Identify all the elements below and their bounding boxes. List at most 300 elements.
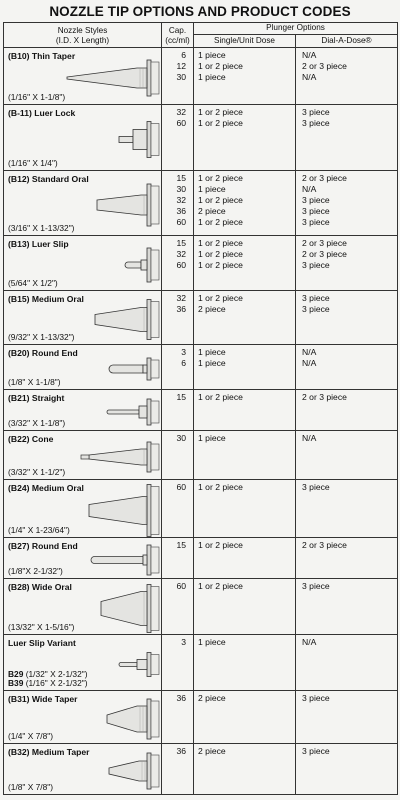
single-dose-cell [194,105,296,171]
single-dose-value: 1 or 2 piece [198,217,243,227]
capacity-cell [162,291,194,345]
table-row [4,291,398,345]
table-row [4,105,398,171]
nozzle-tip [81,455,89,459]
single-dose-cell [194,236,296,291]
nozzle-body [89,449,147,465]
capacity-unit: (cc/ml) [165,36,190,45]
nozzle-tip [107,410,139,414]
capacity-cell-list [162,538,193,551]
dial-a-dose-cell-list [296,691,397,704]
dial-a-dose-cell-list [296,579,397,592]
nozzle-dimensions: (1/4" X 1-23/64") [8,525,70,535]
single-dose-value: 1 piece [198,184,226,194]
single-dose-cell [194,635,296,691]
nozzle-hub [151,755,159,787]
nozzle-illustration [51,744,161,794]
dial-a-dose-cell-list [296,171,397,228]
nozzle-name: (B-11) Luer Lock [8,108,76,118]
nozzle-flange [147,122,151,158]
capacity-value: 60 [176,217,186,227]
capacity-label: Cap. [168,26,187,35]
nozzle-styles-label: Nozzle Styles [57,26,108,35]
single-dose-cell [194,431,296,480]
capacity-cell-list [162,105,193,129]
nozzle-shape [119,653,159,677]
dial-a-dose-cell-list [296,431,397,444]
nozzle-flange [147,585,151,633]
nozzle-hub [151,250,159,280]
nozzle-tip [125,262,141,268]
table-row [4,635,398,691]
nozzle-body [67,68,147,88]
single-dose-cell-list [194,744,295,757]
nozzle-dimensions: (3/32" X 1-1/8") [8,418,66,428]
variant-code: B39 [8,678,24,688]
dial-a-dose-cell-list [296,635,397,648]
capacity-cell-list [162,291,193,315]
nozzle-body [143,555,147,565]
nozzle-flange [147,545,151,575]
dial-a-dose-value: N/A [302,347,317,357]
dial-a-dose-cell [296,691,398,744]
dial-a-dose-cell-list [296,236,397,271]
capacity-cell-list [162,480,193,493]
nozzle-dimensions: (9/32" X 1-13/32") [8,332,75,342]
nozzle-style-cell [4,480,162,538]
nozzle-cell-content [4,236,161,290]
nozzle-illustration [51,48,161,104]
nozzle-hub [151,701,159,737]
single-dose-cell [194,390,296,431]
nozzle-cell-content [4,390,161,430]
single-dose-cell-list [194,431,295,444]
single-dose-value: 1 or 2 piece [198,482,243,492]
dial-a-dose-value: 2 or 3 piece [302,392,347,402]
dial-a-dose-value: 2 or 3 piece [302,61,347,71]
nozzle-flange [147,358,151,380]
dial-a-dose-cell [296,744,398,795]
nozzle-hub [151,587,159,631]
dial-a-dose-value: N/A [302,72,317,82]
nozzle-dimensions: (3/32" X 1-1/2") [8,467,66,477]
single-dose-cell [194,48,296,105]
nozzle-name: (B12) Standard Oral [8,174,89,184]
dial-a-dose-cell [296,480,398,538]
nozzle-hub [151,401,159,423]
capacity-cell-list [162,635,193,648]
capacity-value: 30 [176,72,186,82]
capacity-cell [162,744,194,795]
dial-a-dose-value: 3 piece [302,260,330,270]
nozzle-name: (B24) Medium Oral [8,483,84,493]
nozzle-style-cell [4,538,162,579]
dial-a-dose-cell [296,171,398,236]
single-dose-cell-list [194,691,295,704]
single-dose-cell [194,744,296,795]
single-dose-value: 2 piece [198,304,226,314]
dial-a-dose-value: 3 piece [302,304,330,314]
nozzle-dimensions: (1/8" X 7/8") [8,782,54,792]
dial-a-dose-cell [296,635,398,691]
nozzle-style-cell [4,691,162,744]
nozzle-style-cell [4,171,162,236]
nozzle-hub [151,547,159,573]
dial-a-dose-cell [296,291,398,345]
nozzle-flange [147,399,151,425]
capacity-cell [162,48,194,105]
single-dose-cell [194,691,296,744]
capacity-value: 60 [176,260,186,270]
nozzle-cell-content [4,431,161,479]
capacity-cell [162,390,194,431]
dial-a-dose-cell-list [296,480,397,493]
nozzle-flange [147,653,151,677]
single-dose-value: 1 piece [198,72,226,82]
dial-a-dose-value: N/A [302,358,317,368]
capacity-value: 32 [176,249,186,259]
nozzle-dimensions: (3/16" X 1-13/32") [8,223,75,233]
single-dose-value: 1 or 2 piece [198,540,243,550]
single-dose-cell-list [194,390,295,403]
nozzle-style-cell [4,635,162,691]
capacity-cell-list [162,345,193,369]
capacity-value: 36 [176,206,186,216]
single-dose-value: 2 piece [198,693,226,703]
nozzle-cell-content [4,48,161,104]
single-dose-value: 1 or 2 piece [198,61,243,71]
nozzle-illustration [51,538,161,578]
capacity-value: 36 [176,693,186,703]
dial-a-dose-value: 3 piece [302,581,330,591]
nozzle-body [97,195,147,215]
nozzle-shape [109,753,159,789]
single-dose-cell-list [194,48,295,83]
single-dose-value: 1 or 2 piece [198,173,243,183]
nozzle-table [3,22,398,795]
single-dose-cell-list [194,635,295,648]
nozzle-dimensions: (1/16" X 1-1/8") [8,92,66,102]
dial-a-dose-value: 2 or 3 piece [302,173,347,183]
nozzle-illustration [51,431,161,479]
nozzle-body [133,130,147,150]
nozzle-style-cell [4,345,162,390]
nozzle-name: Luer Slip Variant [8,638,76,648]
table-row [4,431,398,480]
dial-a-dose-cell-list [296,744,397,757]
capacity-value: 15 [176,173,186,183]
dial-a-dose-value: 2 or 3 piece [302,540,347,550]
single-dose-cell-list [194,480,295,493]
single-dose-value: 1 piece [198,433,226,443]
capacity-value: 32 [176,107,186,117]
single-dose-cell-list [194,236,295,271]
single-dose-cell-list [194,171,295,228]
nozzle-shape [109,358,159,380]
nozzle-hub [151,487,159,535]
nozzle-illustration [51,390,161,430]
nozzle-flange [147,184,151,226]
nozzle-style-cell [4,105,162,171]
single-dose-value: 1 or 2 piece [198,107,243,117]
nozzle-name: (B10) Thin Taper [8,51,76,61]
nozzle-tip [109,365,143,373]
nozzle-shape [95,300,159,340]
nozzle-cell-content [4,171,161,235]
single-dose-value: 1 or 2 piece [198,249,243,259]
nozzle-shape [91,545,159,575]
dial-a-dose-value: 2 or 3 piece [302,238,347,248]
dial-a-dose-value: 3 piece [302,206,330,216]
nozzle-hub [151,360,159,378]
capacity-value: 36 [176,746,186,756]
nozzle-name: (B28) Wide Oral [8,582,72,592]
capacity-cell [162,236,194,291]
capacity-cell [162,345,194,390]
nozzle-illustration [51,635,161,690]
dial-a-dose-cell-list [296,390,397,403]
dial-a-dose-value: 3 piece [302,195,330,205]
single-dose-value: 1 or 2 piece [198,238,243,248]
variant-code: B29 [8,669,24,679]
nozzle-style-cell [4,579,162,635]
nozzle-cell-content [4,291,161,344]
capacity-cell-list [162,579,193,592]
dial-a-dose-value: 3 piece [302,482,330,492]
capacity-cell [162,431,194,480]
nozzle-illustration [51,345,161,389]
dial-a-dose-value: 3 piece [302,293,330,303]
nozzle-illustration [51,480,161,537]
nozzle-body [139,406,147,418]
nozzle-style-cell [4,390,162,431]
table-row [4,579,398,635]
nozzle-shape [101,585,159,633]
dial-a-dose-value: 3 piece [302,118,330,128]
table-row [4,538,398,579]
nozzle-name: (B20) Round End [8,348,78,358]
nozzle-cell-content [4,691,161,743]
plunger-options-header: Plunger Options [194,23,398,35]
variant-dims: (1/16" X 2-1/32") [23,678,88,688]
nozzle-style-cell [4,431,162,480]
nozzle-flange [147,699,151,739]
dial-a-dose-value: 3 piece [302,217,330,227]
capacity-value: 30 [176,433,186,443]
nozzle-tip [119,137,133,143]
capacity-cell-list [162,431,193,444]
capacity-cell [162,691,194,744]
nozzle-shape [107,399,159,425]
dial-a-dose-cell [296,48,398,105]
table-row [4,390,398,431]
capacity-value: 15 [176,392,186,402]
nozzle-illustration [51,291,161,344]
capacity-value: 60 [176,581,186,591]
table-row [4,744,398,795]
table-row [4,345,398,390]
capacity-cell [162,105,194,171]
capacity-cell [162,171,194,236]
single-dose-cell [194,538,296,579]
nozzle-dimensions: (1/8" X 1-1/8") [8,377,61,387]
nozzle-body [107,706,147,732]
single-dose-cell [194,480,296,538]
table-row [4,171,398,236]
nozzle-cell-content [4,579,161,634]
single-dose-cell-list [194,291,295,315]
single-dose-value: 1 piece [198,358,226,368]
nozzle-shape [125,248,159,282]
nozzle-style-cell [4,291,162,345]
single-dose-value: 1 piece [198,50,226,60]
dial-a-dose-value: N/A [302,637,317,647]
nozzle-shape [67,60,159,96]
capacity-cell-list [162,390,193,403]
capacity-cell-list [162,236,193,271]
dial-a-dose-value: 3 piece [302,107,330,117]
nozzle-dimensions: (1/8"X 2-1/32") [8,566,63,576]
nozzle-name: (B22) Cone [8,434,54,444]
nozzle-illustration [51,236,161,290]
page-title: NOZZLE TIP OPTIONS AND PRODUCT CODES [49,4,351,19]
single-dose-value: 1 or 2 piece [198,392,243,402]
nozzle-body [143,365,147,373]
nozzle-name: (B15) Medium Oral [8,294,84,304]
dial-a-dose-cell-list [296,105,397,129]
dial-a-dose-cell-list [296,48,397,83]
capacity-value: 3 [181,637,186,647]
single-dose-value: 1 or 2 piece [198,118,243,128]
nozzle-cell-content [4,538,161,578]
dial-a-dose-value: N/A [302,433,317,443]
nozzle-hub [151,302,159,338]
single-dose-value: 2 piece [198,746,226,756]
nozzle-shape [97,184,159,226]
nozzle-styles-sublabel: (I.D. X Length) [55,36,110,45]
capacity-cell-list [162,691,193,704]
capacity-header [162,23,194,48]
nozzle-name: (B21) Straight [8,393,65,403]
nozzle-hub [151,655,159,675]
capacity-value: 6 [181,358,186,368]
capacity-cell-list [162,744,193,757]
nozzle-dimensions: (5/64" X 1/2") [8,278,58,288]
table-row [4,691,398,744]
nozzle-dimensions: (1/16" X 1/4") [8,158,58,168]
nozzle-illustration [51,105,161,170]
nozzle-body [89,497,147,525]
nozzle-tip [119,663,137,667]
nozzle-shape [119,122,159,158]
capacity-value: 36 [176,304,186,314]
capacity-cell [162,579,194,635]
nozzle-cell-content [4,345,161,389]
nozzle-name: (B13) Luer Slip [8,239,69,249]
nozzle-body [109,761,147,781]
nozzle-shape [81,442,159,472]
nozzle-name: (B32) Medium Taper [8,747,90,757]
dial-a-dose-cell [296,390,398,431]
nozzle-cell-content [4,635,161,690]
nozzle-style-cell [4,236,162,291]
capacity-value: 60 [176,482,186,492]
dial-a-dose-cell-list [296,538,397,551]
dial-a-dose-value: N/A [302,184,317,194]
single-dose-cell [194,345,296,390]
nozzle-hub [151,186,159,224]
table-row [4,48,398,105]
capacity-cell [162,538,194,579]
nozzle-hub [151,124,159,156]
table-row [4,236,398,291]
dial-a-dose-value: 3 piece [302,746,330,756]
capacity-value: 15 [176,540,186,550]
capacity-value: 32 [176,293,186,303]
dial-a-dose-cell [296,236,398,291]
capacity-cell-list [162,171,193,228]
dial-a-dose-header: Dial-A-Dose® [296,35,398,48]
dial-a-dose-cell [296,538,398,579]
nozzle-illustration [51,579,161,634]
single-dose-cell-list [194,538,295,551]
nozzle-cell-content [4,744,161,794]
single-dose-value: 1 piece [198,637,226,647]
dial-a-dose-cell [296,579,398,635]
single-dose-value: 1 or 2 piece [198,581,243,591]
nozzle-styles-header [4,23,162,48]
single-dose-value: 1 or 2 piece [198,260,243,270]
nozzle-dimensions: (1/4" X 7/8") [8,731,54,741]
dial-a-dose-cell-list [296,291,397,315]
variant-dims: (1/32" X 2-1/32") [23,669,88,679]
capacity-value: 6 [181,50,186,60]
capacity-value: 30 [176,184,186,194]
capacity-cell [162,480,194,538]
single-dose-header: Single/Unit Dose [194,35,296,48]
capacity-value: 3 [181,347,186,357]
dial-a-dose-value: N/A [302,50,317,60]
dial-a-dose-cell-list [296,345,397,369]
capacity-value: 12 [176,61,186,71]
nozzle-flange [147,300,151,340]
nozzle-style-cell [4,48,162,105]
dial-a-dose-value: 3 piece [302,693,330,703]
nozzle-hub [151,444,159,470]
nozzle-body [141,260,147,270]
capacity-cell-list [162,48,193,83]
nozzle-flange [147,248,151,282]
single-dose-value: 1 or 2 piece [198,195,243,205]
dial-a-dose-cell [296,431,398,480]
nozzle-name: (B27) Round End [8,541,78,551]
single-dose-cell [194,171,296,236]
single-dose-cell-list [194,345,295,369]
table-row [4,480,398,538]
nozzle-style-cell [4,744,162,795]
single-dose-cell [194,291,296,345]
nozzle-flange [147,485,151,537]
dial-a-dose-cell [296,105,398,171]
single-dose-value: 1 piece [198,347,226,357]
single-dose-value: 1 or 2 piece [198,293,243,303]
nozzle-body [95,308,147,332]
dial-a-dose-value: 2 or 3 piece [302,249,347,259]
nozzle-flange [147,442,151,472]
nozzle-cell-content [4,480,161,537]
capacity-cell [162,635,194,691]
single-dose-cell-list [194,105,295,129]
